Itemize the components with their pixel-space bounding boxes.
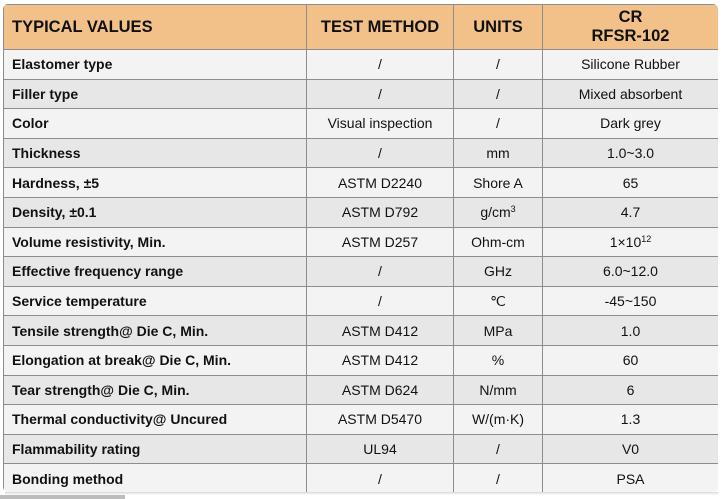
row-property: Volume resistivity, Min.: [4, 227, 307, 257]
table-row: [4, 286, 719, 316]
units-text: g/cm: [480, 204, 511, 221]
row-test-method: /: [307, 257, 454, 287]
row-value: V0: [543, 434, 719, 464]
row-value: -45~150: [543, 286, 719, 316]
row-test-method: ASTM D624: [307, 375, 454, 405]
row-property: Hardness, ±5: [4, 168, 307, 198]
row-units: /: [454, 109, 543, 139]
row-test-method: UL94: [307, 434, 454, 464]
row-property: Elongation at break@ Die C, Min.: [4, 345, 307, 375]
row-value: 60: [543, 345, 719, 375]
row-units: mm: [454, 138, 543, 168]
row-units: MPa: [454, 316, 543, 346]
row-property: Thermal conductivity@ Uncured: [4, 405, 307, 435]
row-property: Color: [4, 109, 307, 139]
row-test-method: /: [307, 464, 454, 492]
row-units: ℃: [454, 286, 543, 316]
row-units: W/(m·K): [454, 405, 543, 435]
header-product: [543, 5, 719, 50]
bottom-edge-bar: [0, 495, 125, 499]
header-product-line2: RFSR-102: [591, 27, 670, 45]
row-property: Elastomer type: [4, 50, 307, 80]
table-row: [4, 109, 719, 139]
table-row: [4, 405, 719, 435]
header-units: UNITS: [454, 5, 543, 50]
row-test-method: ASTM D792: [307, 197, 454, 227]
header-typical-values: TYPICAL VALUES: [4, 5, 307, 50]
row-value: 1.0: [543, 316, 719, 346]
row-property: Tensile strength@ Die C, Min.: [4, 316, 307, 346]
row-units: N/mm: [454, 375, 543, 405]
row-units: [454, 197, 543, 227]
header-row: [4, 5, 719, 50]
units-superscript: 3: [510, 204, 516, 215]
row-test-method: /: [307, 138, 454, 168]
row-property: Effective frequency range: [4, 257, 307, 287]
spec-table-frame: [3, 4, 718, 492]
row-property: Flammability rating: [4, 434, 307, 464]
row-test-method: Visual inspection: [307, 109, 454, 139]
value-superscript: 12: [641, 233, 652, 244]
table-row: [4, 464, 719, 492]
row-test-method: /: [307, 79, 454, 109]
row-value: PSA: [543, 464, 719, 492]
row-value: 65: [543, 168, 719, 198]
row-property: Thickness: [4, 138, 307, 168]
row-property: Bonding method: [4, 464, 307, 492]
header-test-method: TEST METHOD: [307, 5, 454, 50]
row-units: GHz: [454, 257, 543, 287]
spec-table: [3, 4, 718, 492]
row-units: %: [454, 345, 543, 375]
row-value: 1.0~3.0: [543, 138, 719, 168]
row-test-method: ASTM D5470: [307, 405, 454, 435]
table-row: [4, 79, 719, 109]
table-row: [4, 227, 719, 257]
row-units: /: [454, 50, 543, 80]
row-test-method: ASTM D2240: [307, 168, 454, 198]
row-test-method: ASTM D257: [307, 227, 454, 257]
header-product-line1: CR: [618, 8, 643, 26]
table-row: [4, 168, 719, 198]
row-property: Tear strength@ Die C, Min.: [4, 375, 307, 405]
table-row: [4, 434, 719, 464]
row-property: Density, ±0.1: [4, 197, 307, 227]
table-row: [4, 50, 719, 80]
row-value: 6: [543, 375, 719, 405]
row-value: [543, 227, 719, 257]
row-test-method: ASTM D412: [307, 345, 454, 375]
row-property: Filler type: [4, 79, 307, 109]
row-property: Service temperature: [4, 286, 307, 316]
table-row: [4, 197, 719, 227]
row-value: 4.7: [543, 197, 719, 227]
row-value: Silicone Rubber: [543, 50, 719, 80]
table-row: [4, 345, 719, 375]
row-value: Dark grey: [543, 109, 719, 139]
row-units: Ohm-cm: [454, 227, 543, 257]
table-row: [4, 138, 719, 168]
row-units: /: [454, 464, 543, 492]
row-units: Shore A: [454, 168, 543, 198]
table-row: [4, 257, 719, 287]
table-row: [4, 375, 719, 405]
table-row: [4, 316, 719, 346]
row-units: /: [454, 434, 543, 464]
row-value: 1.3: [543, 405, 719, 435]
row-value: 6.0~12.0: [543, 257, 719, 287]
row-units: /: [454, 79, 543, 109]
value-text: 1×10: [609, 233, 642, 250]
row-test-method: ASTM D412: [307, 316, 454, 346]
row-value: Mixed absorbent: [543, 79, 719, 109]
row-test-method: /: [307, 50, 454, 80]
row-test-method: /: [307, 286, 454, 316]
